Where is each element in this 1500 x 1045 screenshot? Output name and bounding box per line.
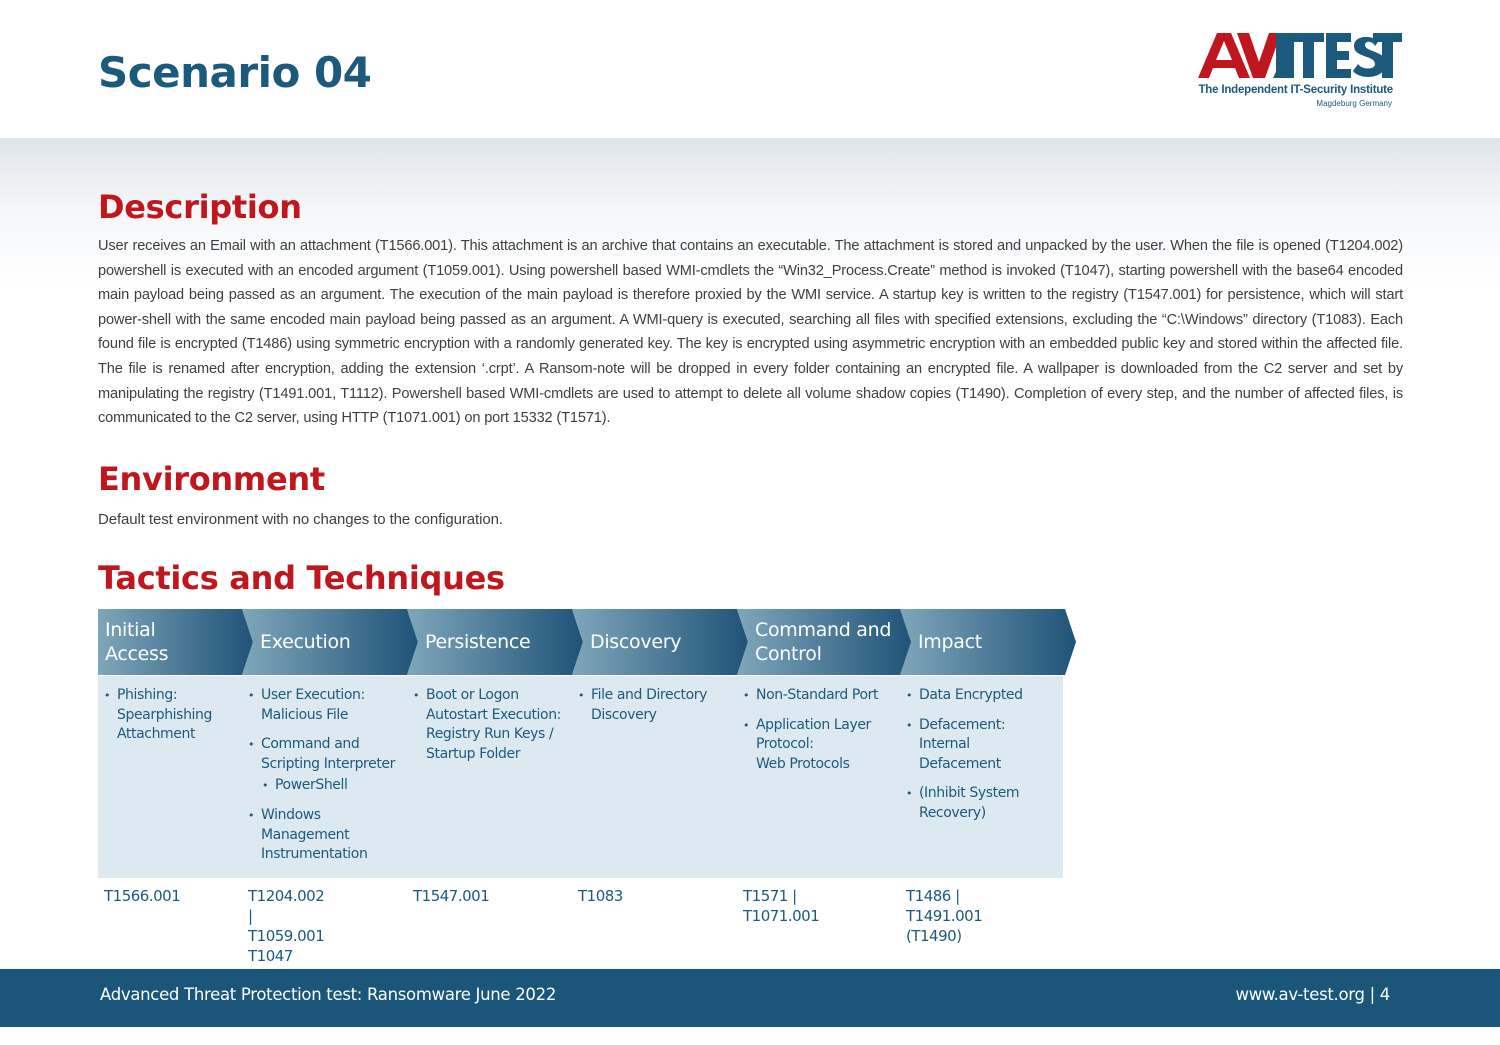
technique-list-box [737,676,902,878]
technique-ids: T1486 | T1491.001 (T1490) [906,887,983,945]
description-heading: Description [98,188,302,226]
technique-ids: T1083 [578,887,623,905]
tactic-title: Initial Access [105,619,169,665]
technique-list-box [900,676,1063,878]
page-header [0,0,1500,138]
av-test-logo-icon [1195,30,1405,82]
technique-item: • (Inhibit System Recovery) [906,784,1057,823]
technique-ids: T1566.001 [104,887,181,905]
page-title: Scenario 04 [98,48,372,97]
technique-item: • Command and Scripting Interpreter [248,735,401,774]
tactic-header [242,609,418,675]
footer-page-info: www.av-test.org | 4 [1235,985,1390,1004]
tactic-header [98,609,253,675]
technique-item: • User Execution: Malicious File [248,686,401,725]
footer-report-title: Advanced Threat Protection test: Ransomware June 2022 [100,985,557,1004]
technique-ids: T1547.001 [413,887,490,905]
technique-item: • Non-Standard Port [743,686,896,706]
logo-location: Magdeburg Germany [1316,99,1392,108]
tactic-title: Command and Control [755,619,892,665]
tactic-header [407,609,583,675]
page-content [0,138,1500,969]
tactic-title: Impact [918,631,982,653]
tactic-title: Discovery [590,631,682,653]
technique-ids: T1571 | T1071.001 [743,887,820,925]
technique-item: • Data Encrypted [906,686,1057,706]
technique-list-box [98,676,243,878]
tactic-title: Persistence [425,631,531,653]
environment-heading: Environment [98,460,325,498]
technique-list-box [572,676,737,878]
technique-list-box [407,676,572,878]
technique-list-box [242,676,407,878]
tactic-title: Execution [260,631,351,653]
tactic-header [737,609,913,675]
technique-item: • PowerShell [262,776,401,796]
technique-item: • Windows Management Instrumentation [248,806,401,865]
tactics-flow [98,609,1078,965]
technique-item: • File and Directory Discovery [578,686,731,725]
technique-item: • Defacement: Internal Defacement [906,716,1057,775]
av-test-logo [1195,30,1405,112]
environment-text: Default test environment with no changes to the configuration. [98,511,503,528]
tactic-header [572,609,748,675]
technique-item: • Boot or Logon Autostart Execution: Registry Run Keys / Startup Folder [413,686,566,764]
description-text: User receives an Email with an attachment (T1566.001). This attachment is an archive that contains an executable. The attachment is stored and unpacked by the user. When the file is opened (T1204.002) powershell is executed with an encoded argument (T1059.001). Using powershell based WMI-cmdlets the “Win32_Process.Create” method is invoked (T1047), starting powershell with the base64 encoded main payload being passed as an argument. The execution of the main payload is therefore proxied by the WMI service. A startup key is written to the registry (T1547.001) for persistence, which will start power-shell with the same encoded main payload being passed as an argument. A WMI-query is executed, searching all files with specified extensions, excluding the “C:\Windows” directory (T1083). Each found file is encrypted (T1486) using symmetric encryption with a randomly generated key. The key is encrypted using asymmetric encryption with an embedded public key and stored within the affected file. The file is renamed after encryption, adding the extension ‘.crpt’. A Ransom-note will be dropped in every folder containing an encrypted file. A wallpaper is downloaded from the C2 server and set by manipulating the registry (T1491.001, T1112). Powershell based WMI-cmdlets are used to attempt to delete all volume shadow copies (T1490). Completion of every step, and the number of affected files, is communicated to the C2 server, using HTTP (T1071.001) on port 15332 (T1571). [98,238,1403,427]
tactics-heading: Tactics and Techniques [98,559,505,597]
logo-tagline: The Independent IT-Security Institute [1198,84,1393,96]
technique-item: • Phishing: Spearphishing Attachment [104,686,237,745]
page-footer [0,969,1500,1027]
tactic-header [900,609,1076,675]
technique-ids: T1204.002 | T1059.001 T1047 [248,887,325,965]
technique-item: • Application Layer Protocol: Web Protocols [743,716,896,775]
